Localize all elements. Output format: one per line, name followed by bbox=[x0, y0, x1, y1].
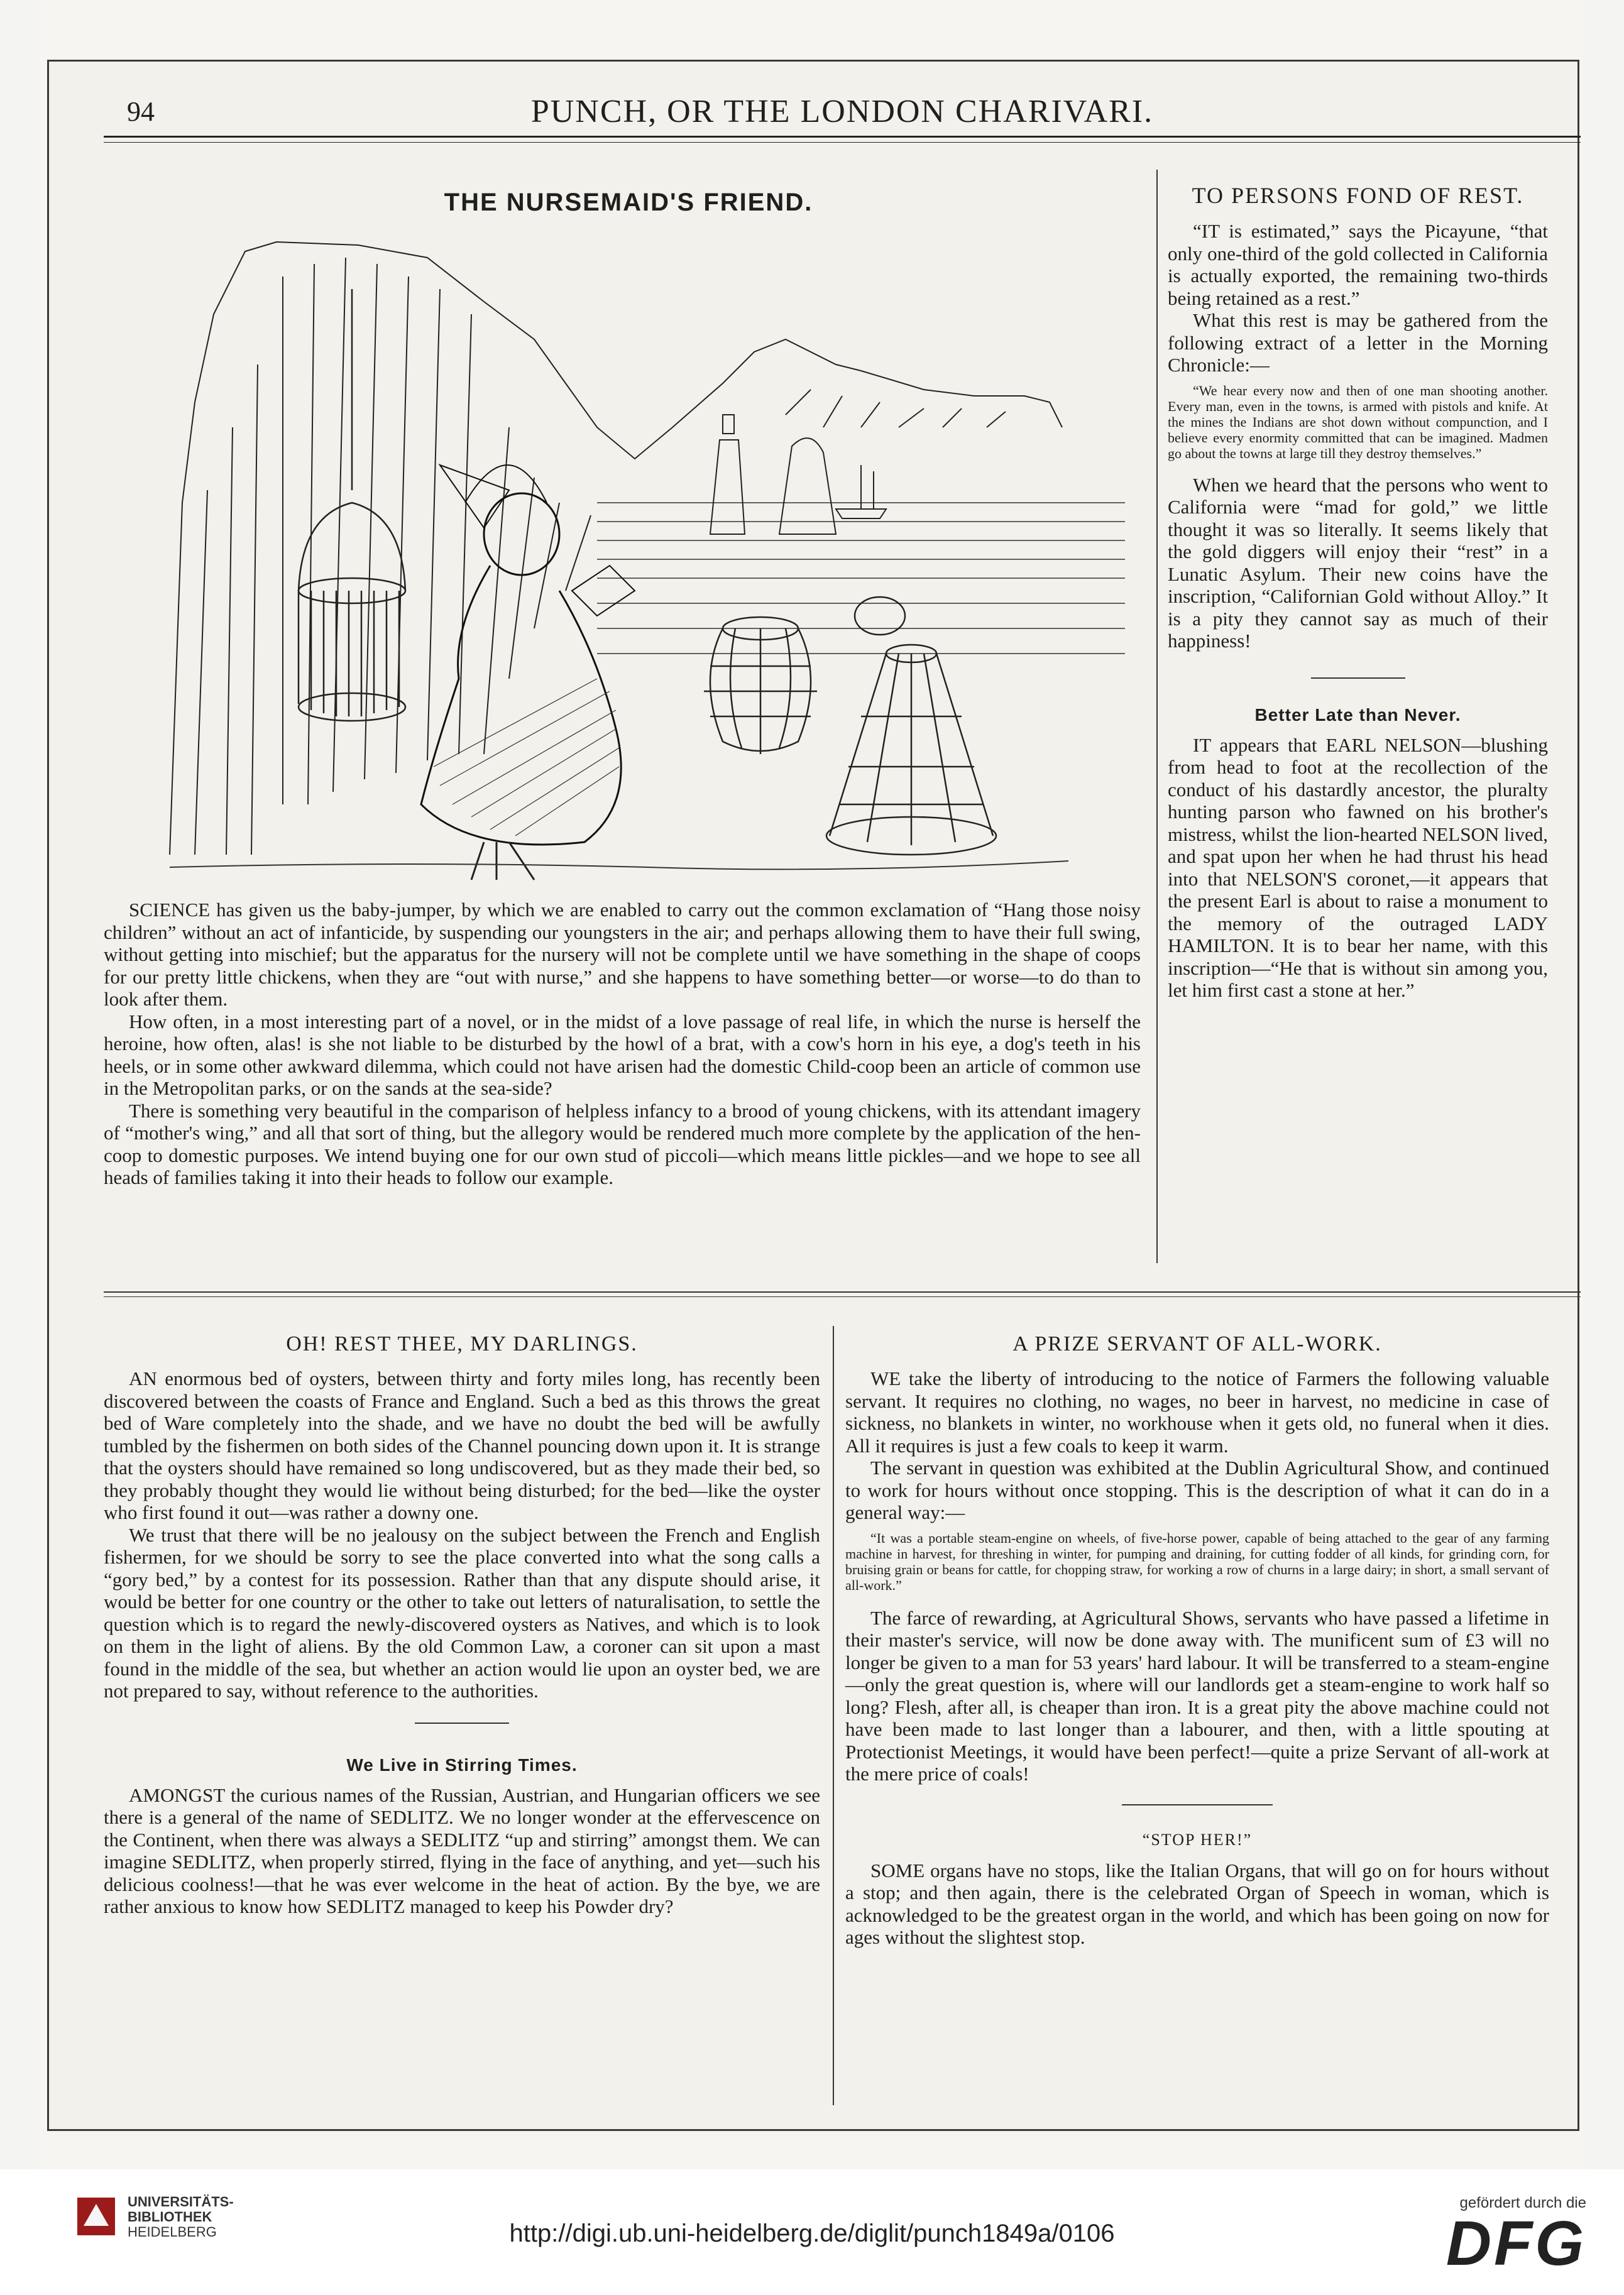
servant-paragraph-1: WE take the liberty of introducing to the notice of Farmers the following valuable servant. It requires no clothing, no wages, no beer in harvest, no medicine in case of sickness, no blankets in winter, no workhouse when it gets old, no funeral when it dies. All it requires is just a few coals to keep it warm. bbox=[845, 1367, 1549, 1457]
nursemaid-article bbox=[104, 899, 1141, 1189]
servant-quote: “It was a portable steam-engine on wheels, of five-horse power, capable of being attached to the gear of any farming machine in harvest, for threshing in winter, for pumping and draining, for cutting fodder of all kinds, for grinding corn, for bruising grain or beans for cattle, for chopping straw, for working a row of churns in a large dairy; in short, a small servant of all-work.” bbox=[845, 1530, 1549, 1593]
top-column-rule bbox=[1156, 170, 1158, 1263]
nursemaid-paragraph-2: How often, in a most interesting part of a novel, or in the midst of a love passage of real life, in which the nurse is herself the heroine, how often, alas! is she not liable to be disturbed by the howl of a brat, with a cow's horn in his eye, a dog's teeth in his heels, or in some other awkward dilemma, which could not have arisen had the domestic Child-coop been an article of common use in the Metropolitan parks, or on the sands at the sea-side? bbox=[104, 1010, 1141, 1099]
nursemaid-paragraph-3: There is something very beautiful in the comparison of helpless infancy to a brood of young chickens, with its attendant imagery of “mother's wing,” and all that sort of thing, but the allegory would be rendered much more complete by the application of the hen-coop to domestic purposes. We intend buying one for our own stud of piccoli—which means little pickles—and we hope to see all heads of families taking it into their heads to follow our example. bbox=[104, 1099, 1141, 1188]
oysters-paragraph-2: We trust that there will be no jealousy on the subject between the French and English fishermen, for we should be sorry to see the place converted into what the song calls a “gory bed,” by a contest for its possession. Rather than that any dispute should arise, it would be better for one country or the other to take out letters of naturalisation, to settle the question which is to regard the newly-discovered oysters as Natives, and which is to look on them in the light of aliens. By the old Common Law, a coroner can sit upon a mast found in the middle of the sea, but whether an action would lie upon an oyster bed, we are not prepared to say, without reference to the authorities. bbox=[104, 1523, 820, 1702]
rest-paragraph-2: What this rest is may be gathered from the following extract of a letter in the Morning Chronicle:— bbox=[1168, 309, 1548, 376]
header-rule-thin bbox=[104, 142, 1581, 143]
better-late-title: Better Late than Never. bbox=[1254, 704, 1461, 725]
library-name-line-1: UNIVERSITÄTS- bbox=[128, 2194, 234, 2210]
page-header bbox=[47, 93, 1543, 131]
rest-quote: “We hear every now and then of one man shooting another. Every man, even in the towns, is armed with pistols and knife. At the mines the Indians are shot down without compunction, and I believe every enormity committed that can be imagined. Madmen go about the towns at large till they destroy themselves.” bbox=[1168, 382, 1548, 461]
rest-title: TO PERSONS FOND OF REST. bbox=[1192, 183, 1524, 208]
dfg-logo: DFG bbox=[1446, 2208, 1586, 2279]
library-name-line-2: BIBLIOTHEK bbox=[128, 2209, 212, 2225]
stop-her-paragraph: SOME organs have no stops, like the Italian Organs, that will go on for hours without a stop; and then again, there is the celebrated Organ of Speech in woman, which is acknowledged to be the greatest organ in the world, and which has been going on now for ages without the slightest stop. bbox=[845, 1859, 1549, 1948]
servant-paragraph-3: The farce of rewarding, at Agricultural Shows, servants who have passed a lifetime in their master's service, will now be done away with. The munificent sum of £3 will no longer be given to a man for 53 years' hard labour. It will be transferred to a steam-engine—only the great question is, where will our landlords get a steam-engine to work half so long? Flesh, after all, is cheaper than iron. It is a great pity the above machine could not have been made to last longer than a labourer, and then, with a little spouting at Protectionist Meetings, it would have been perfect!—quite a prize Servant of all-work at the mere price of coals! bbox=[845, 1606, 1549, 1785]
stop-her-title: “STOP HER!” bbox=[1142, 1830, 1253, 1849]
running-title: PUNCH, OR THE LONDON CHARIVARI. bbox=[530, 94, 1154, 129]
stirring-title: We Live in Stirring Times. bbox=[346, 1755, 578, 1775]
funded-by-label: gefördert durch die bbox=[1459, 2194, 1586, 2211]
library-name-line-3: HEIDELBERG bbox=[128, 2224, 217, 2240]
nursemaid-illustration bbox=[157, 239, 1138, 886]
nursemaid-title: THE NURSEMAID'S FRIEND. bbox=[444, 189, 813, 216]
oysters-title: OH! REST THEE, MY DARLINGS. bbox=[286, 1332, 638, 1356]
rest-paragraph-1: “IT is estimated,” says the Picayune, “that only one-third of the gold collected in California is actually exported, the remaining two-thirds being retained as a rest.” bbox=[1168, 220, 1548, 309]
header-rule bbox=[104, 136, 1581, 138]
section-divider bbox=[415, 1723, 509, 1724]
lower-right-column bbox=[845, 1332, 1549, 1949]
page-number: 94 bbox=[127, 96, 155, 127]
section-divider bbox=[1311, 677, 1405, 679]
servant-paragraph-2: The servant in question was exhibited at the Dublin Agricultural Show, and continued to work for hours without once stopping. This is the description of what it can do in a general way:— bbox=[845, 1457, 1549, 1523]
funder-block bbox=[1446, 2194, 1586, 2279]
stirring-paragraph: AMONGST the curious names of the Russian, Austrian, and Hungarian officers we see there is a general of the name of SEDLITZ. We no longer wonder at the effervescence on the Continent, when there was always a SEDLITZ “up and stirring” amongst them. We can imagine SEDLITZ, when properly stirred, flying in the face of anything, and yet—such his delicious coolness!—that he was ever welcome in the heat of action. By the bye, we are rather anxious to know how SEDLITZ managed to keep his Powder dry? bbox=[104, 1783, 820, 1917]
middle-rule bbox=[104, 1291, 1581, 1293]
lower-left-column bbox=[104, 1332, 820, 1918]
nursemaid-paragraph-1: SCIENCE has given us the baby-jumper, by which we are enabled to carry out the common exclamation of “Hang those noisy children” without an act of infanticide, by suspending our youngsters in the air; and perhaps allowing them to have their full swing, without getting into mischief; but the apparatus for the nursery will not be complete until we have something in the shape of coops for our pretty little chickens, when they are “out with nurse,” and she happens to have something better—or worse—to do than to look after them. bbox=[104, 899, 1141, 1010]
middle-rule-thin bbox=[104, 1296, 1581, 1297]
rest-paragraph-3: When we heard that the persons who went to California were “mad for gold,” we little thought it was so literally. It seems likely that the gold diggers will enjoy their “rest” in a Lunatic Asylum. Their new coins have the inscription, “Californian Gold without Alloy.” It is a pity they cannot say as much of their happiness! bbox=[1168, 473, 1548, 652]
servant-title: A PRIZE SERVANT OF ALL-WORK. bbox=[1012, 1332, 1382, 1356]
oysters-paragraph-1: AN enormous bed of oysters, between thirty and forty miles long, has recently been discovered between the coasts of France and England. Such a bed as this throws the great bed of Ware completely into the shade, and we have no doubt the bed will be awfully tumbled by the fishermen on both sides of the Channel pouncing down upon it. It is strange that the oysters should have remained so long undiscovered, but as they made their bed, so they probably thought they would lie without being disturbed; for the bed—like the oyster who first found it out—was rather a downy one. bbox=[104, 1367, 820, 1523]
source-link[interactable]: http://digi.ub.uni-heidelberg.de/diglit/punch1849a/0106 bbox=[509, 2220, 1115, 2247]
section-divider bbox=[1122, 1804, 1273, 1805]
digitization-footer bbox=[0, 2169, 1624, 2295]
bottom-column-rule bbox=[833, 1326, 834, 2105]
better-late-paragraph: IT appears that EARL NELSON—blushing from head to foot at the recollection of the conduct of his dastardly ancestor, the pluralty hunting parson who fawned on his brother's mistress, whilst the lion-hearted NELSON lived, and spat upon her when he had thrust his head into that NELSON'S coronet,—it appears that the present Earl is about to raise a monument to the memory of the outraged LADY HAMILTON. It is to bear her name, with this inscription—“He that is without sin among you, let him first cast a stone at her.” bbox=[1168, 733, 1548, 1001]
rest-article bbox=[1168, 182, 1548, 1002]
